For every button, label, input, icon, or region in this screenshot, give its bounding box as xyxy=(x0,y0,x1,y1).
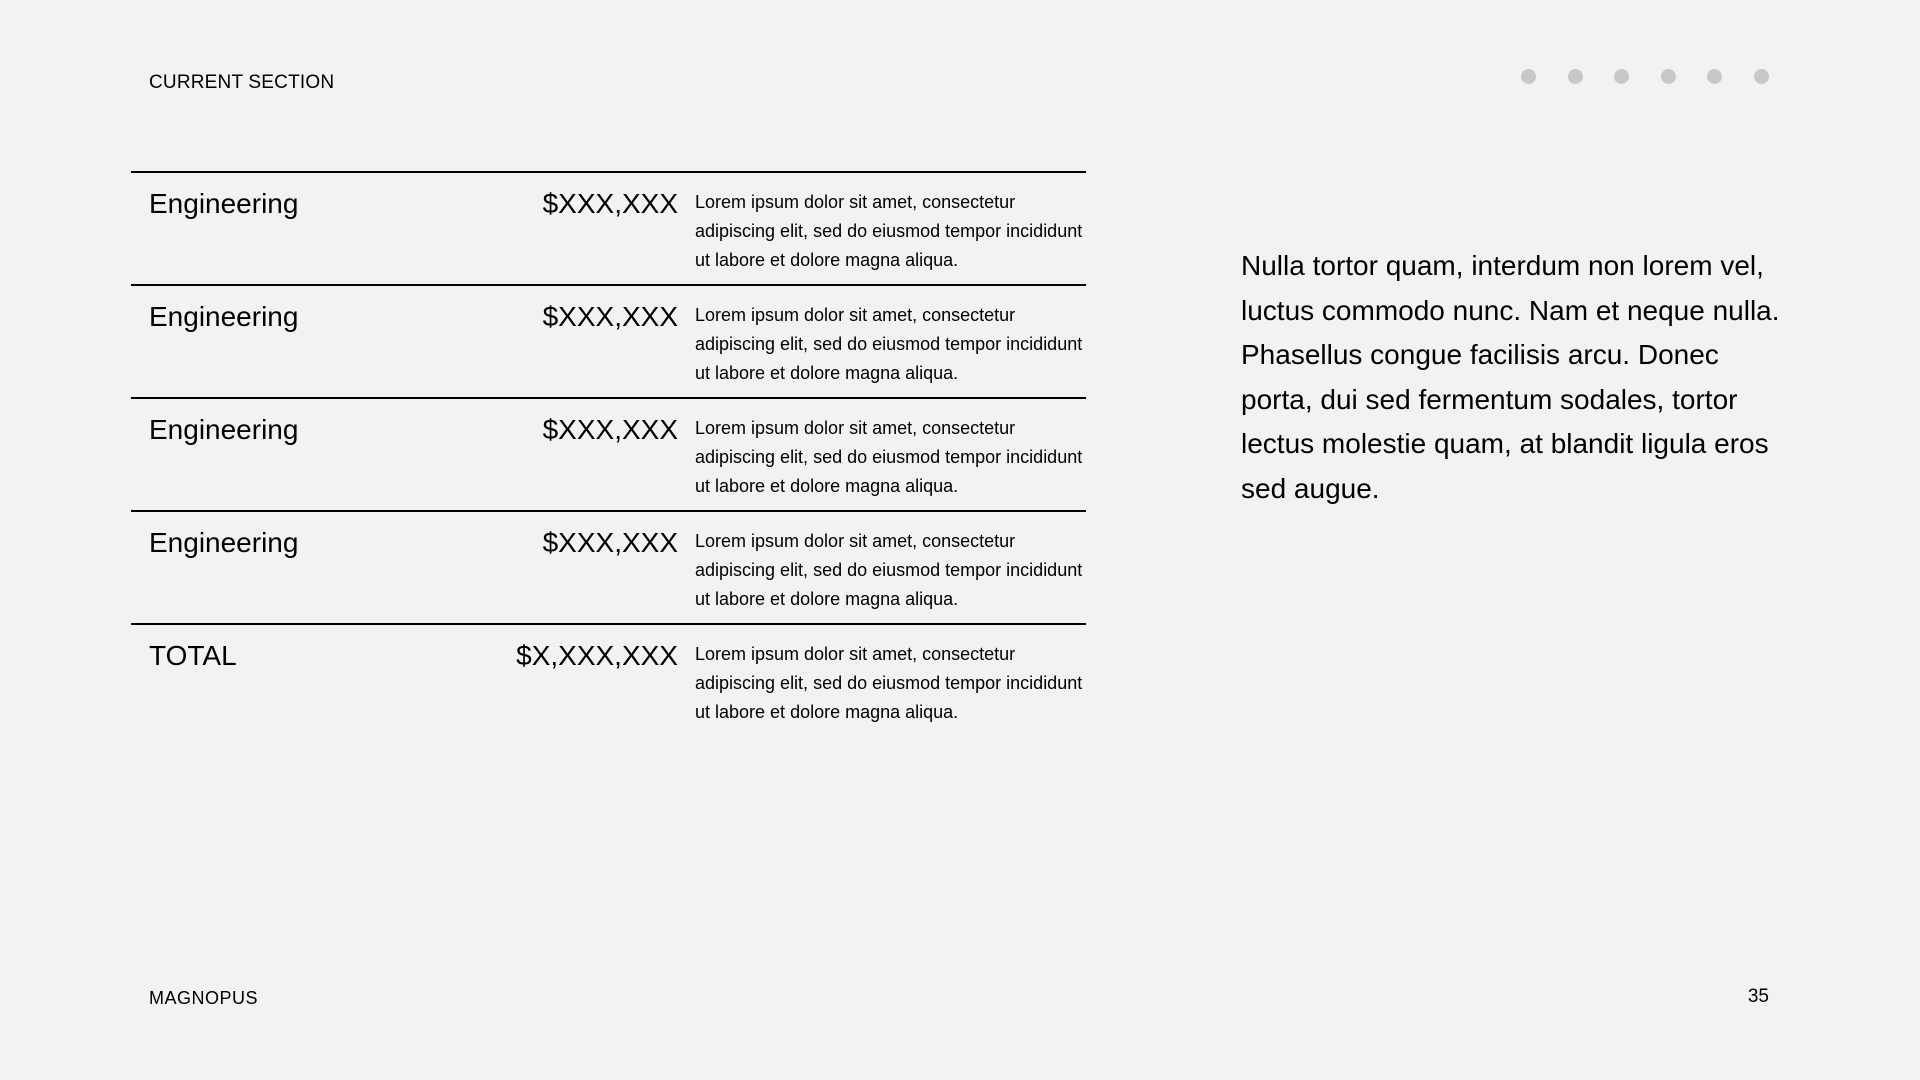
row-description: Lorem ipsum dolor sit amet, consectetur adipiscing elit, sed do eiusmod tempor incididunt ut labore et dolore magna aliqua. xyxy=(695,192,1083,270)
progress-dots xyxy=(1521,69,1769,84)
progress-dot xyxy=(1521,69,1536,84)
row-description: Lorem ipsum dolor sit amet, consectetur adipiscing elit, sed do eiusmod tempor incididunt ut labore et dolore magna aliqua. xyxy=(695,418,1083,496)
progress-dot xyxy=(1614,69,1629,84)
row-description: Lorem ipsum dolor sit amet, consectetur adipiscing elit, sed do eiusmod tempor incididunt ut labore et dolore magna aliqua. xyxy=(695,531,1083,609)
row-description: Lorem ipsum dolor sit amet, consectetur adipiscing elit, sed do eiusmod tempor incididunt ut labore et dolore magna aliqua. xyxy=(695,305,1083,383)
row-amount: $XXX,XXX xyxy=(542,301,678,332)
progress-dot xyxy=(1707,69,1722,84)
table-row xyxy=(131,510,1086,623)
progress-dot xyxy=(1661,69,1676,84)
page-number: 35 xyxy=(1747,986,1769,1007)
row-label: Engineering xyxy=(149,301,299,332)
budget-table xyxy=(131,171,1086,735)
row-label: Engineering xyxy=(149,527,299,558)
row-label: Engineering xyxy=(149,414,299,445)
table-row xyxy=(131,284,1086,397)
total-description: Lorem ipsum dolor sit amet, consectetur adipiscing elit, sed do eiusmod tempor incididunt ut labore et dolore magna aliqua. xyxy=(695,644,1083,722)
aside-paragraph: Nulla tortor quam, interdum non lorem vel, luctus commodo nunc. Nam et neque nulla. Phasellus congue facilisis arcu. Donec porta, dui sed fermentum sodales, tortor lectus molestie quam, at blandit ligula eros sed augue. xyxy=(1241,250,1780,504)
table-row xyxy=(131,171,1086,284)
table-row xyxy=(131,397,1086,510)
progress-dot xyxy=(1568,69,1583,84)
total-label: TOTAL xyxy=(149,640,237,671)
row-label: Engineering xyxy=(149,188,299,219)
progress-dot xyxy=(1754,69,1769,84)
brand-logo: MAGNOPUS xyxy=(149,988,259,1008)
row-amount: $XXX,XXX xyxy=(542,527,678,558)
section-label: CURRENT SECTION xyxy=(149,72,335,93)
row-amount: $XXX,XXX xyxy=(542,188,678,219)
row-amount: $XXX,XXX xyxy=(542,414,678,445)
total-amount: $X,XXX,XXX xyxy=(516,640,678,671)
table-row-total xyxy=(131,623,1086,735)
